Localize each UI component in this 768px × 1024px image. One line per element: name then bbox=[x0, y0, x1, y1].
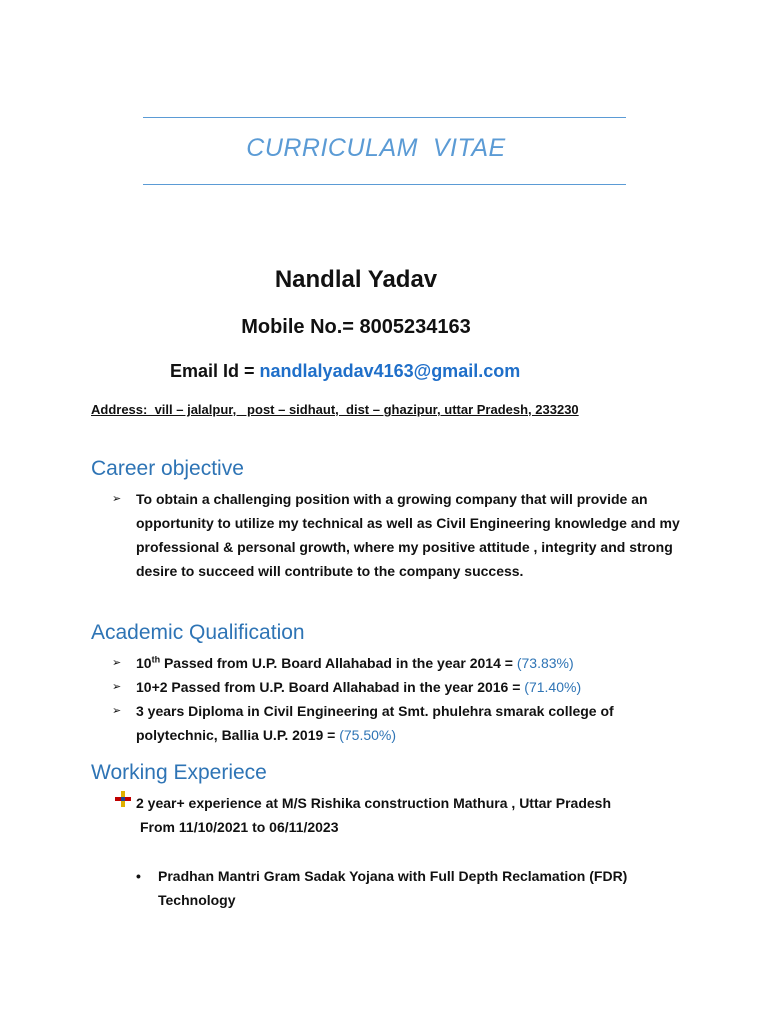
arrow-bullet-icon: ➢ bbox=[112, 681, 122, 693]
document-title: CURRICULAM VITAE bbox=[246, 134, 506, 162]
career-objective-item bbox=[112, 487, 692, 607]
arrow-bullet-icon: ➢ bbox=[112, 493, 122, 505]
academic-item-text: 3 years Diploma in Civil Engineering at Smt. phulehra smarak college of polytechnic, Ballia U.P. 2019 = (75.50%) bbox=[136, 703, 614, 743]
academic-qualification-heading: Academic Qualification bbox=[91, 621, 305, 644]
plus-bullet-icon bbox=[114, 790, 132, 808]
email-label: Email Id = bbox=[170, 361, 260, 381]
career-objective-heading: Career objective bbox=[91, 457, 244, 480]
candidate-name: Nandlal Yadav bbox=[274, 266, 438, 293]
dot-bullet-icon: • bbox=[136, 868, 141, 884]
arrow-bullet-icon: ➢ bbox=[112, 657, 122, 669]
arrow-bullet-icon: ➢ bbox=[112, 705, 122, 717]
experience-line: 2 year+ experience at M/S Rishika construction Mathura , Uttar Pradesh bbox=[136, 795, 611, 811]
academic-item bbox=[112, 699, 692, 747]
project-item: Pradhan Mantri Gram Sadak Yojana with Full Depth Reclamation (FDR) Technology bbox=[158, 868, 628, 908]
percentage: (73.83%) bbox=[516, 655, 574, 671]
career-objective-text: To obtain a challenging position with a growing company that will provide an opportunity to utilize my technical as well as Civil Engineering knowledge and my professional & personal growth, where my positive attitude , integrity and strong desire to succeed will contribute to the company success. bbox=[136, 491, 680, 579]
percentage: (75.50%) bbox=[339, 727, 397, 743]
academic-item-text: 10th Passed from U.P. Board Allahabad in the year 2014 = (73.83%) bbox=[136, 654, 574, 671]
email-line bbox=[170, 361, 520, 382]
working-experience-heading: Working Experiece bbox=[91, 761, 267, 784]
experience-period: From 11/10/2021 to 06/11/2023 bbox=[140, 819, 339, 835]
percentage: (71.40%) bbox=[524, 679, 582, 695]
title-top-rule bbox=[143, 117, 626, 118]
academic-item-text: 10+2 Passed from U.P. Board Allahabad in the year 2016 = (71.40%) bbox=[136, 679, 582, 695]
title-bottom-rule bbox=[143, 184, 626, 185]
mobile-number: Mobile No.= 8005234163 bbox=[241, 316, 471, 338]
address-line: Address: vill – jalalpur, post – sidhaut, dist – ghazipur, uttar Pradesh, 233230 bbox=[91, 402, 579, 417]
email-link[interactable]: nandlalyadav4163@gmail.com bbox=[259, 361, 521, 381]
